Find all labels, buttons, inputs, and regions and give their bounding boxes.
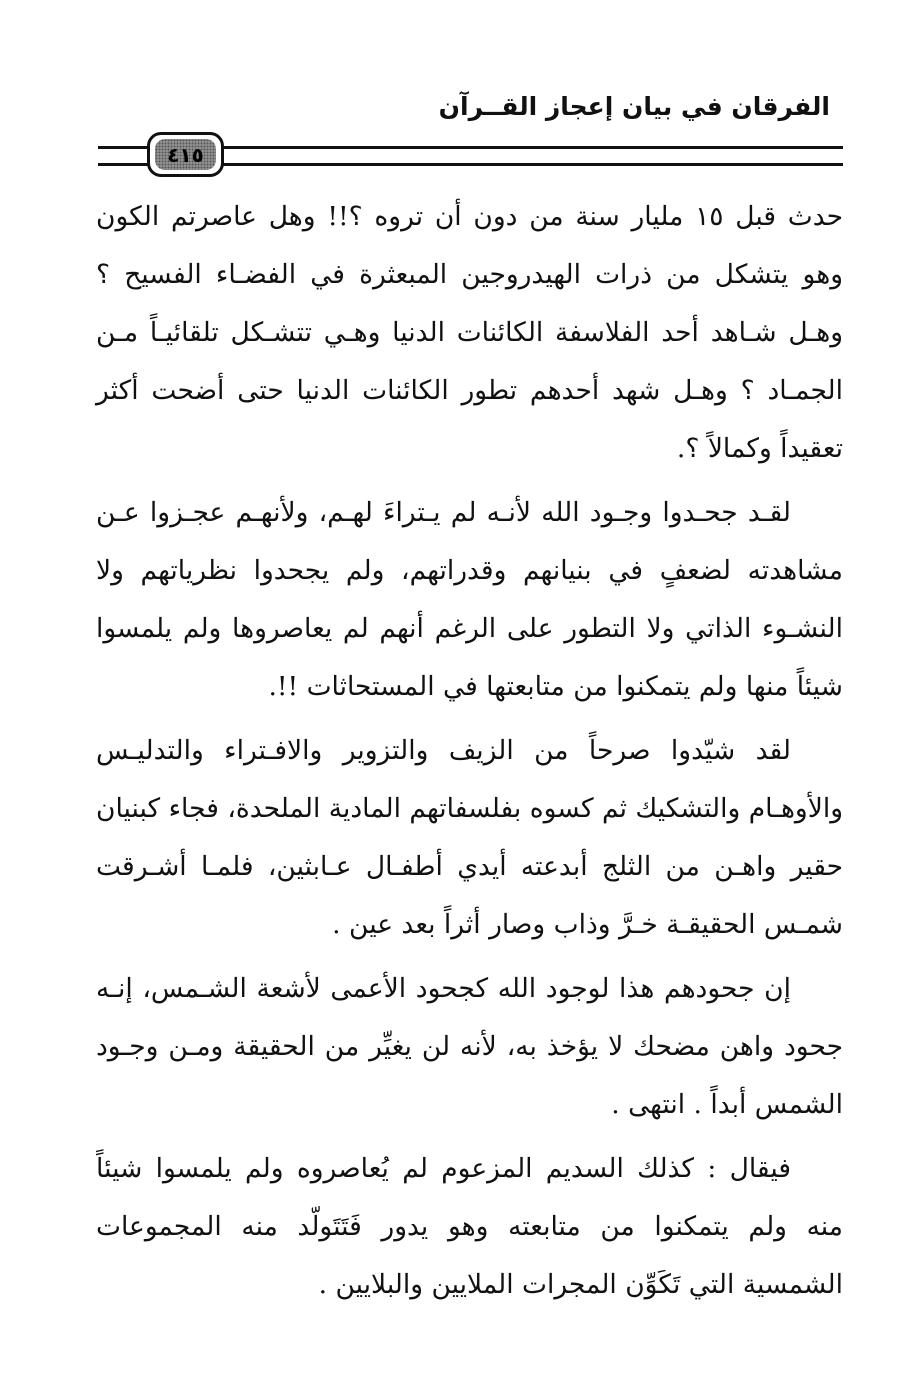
paragraph-1: حدث قبل ١٥ مليار سنة من دون أن تروه ؟!! وهل عاصرتم الكون وهو يتشكل من ذرات الهيدروجين المبعثرة في الفضـاء الفسيح ؟ وهـل شـاهد أحد الفلاسفة الكائنات الدنيا وهـي تتشـكل تلقائيـاً مـن الجمـاد ؟ وهـل شهد أحدهم تطور الكائنات الدنيا حتى أضحت أكثر تعقيداً وكمالاً ؟.: [96, 201, 843, 464]
running-header-title: الفرقان في بيان إعجاز القــرآن: [438, 92, 830, 121]
header-rule-left-bottom: [98, 163, 150, 166]
paragraph-2: لقـد جحـدوا وجـود الله لأنـه لم يـتراءَ لهـم، ولأنهـم عجـزوا عـن مشاهدته لضعفٍ في بنيانهم وقدراتهم، ولم يجحدوا نظرياتهم ولا النشـوء الذاتي ولا التطور على الرغم أنهم لم يعاصروها ولم يلمسوا شيئاً منها ولم يتمكنوا من متابعتها في المستحاثات !!.: [96, 497, 843, 702]
page-number: ٤١٥: [155, 139, 216, 170]
header-rule-left-top: [98, 146, 150, 149]
header-rule-right-bottom: [222, 163, 843, 166]
header-rule-right-top: [222, 146, 843, 149]
paragraph-5: فيقال : كذلك السديم المزعوم لم يُعاصروه ولم يلمسوا شيئاً منه ولم يتمكنوا من متابعته وهو يدور فَتَتَولّد منه المجموعات الشمسية التي تَكَوِّن المجرات الملايين والبلايين .: [96, 1153, 843, 1300]
paragraph-3: لقد شيّدوا صرحاً من الزيف والتزوير والافـتراء والتدليـس والأوهـام والتشكيك ثم كسوه بفلسفاتهم المادية الملحدة، فجاء كبنيان حقير واهـن من الثلج أبدعته أيدي أطفـال عـابثين، فلمـا أشـرقت شمـس الحقيقـة خـرَّ وذاب وصار أثراً بعد عين .: [96, 735, 843, 940]
page-number-badge: [147, 132, 224, 177]
body-text: [96, 188, 843, 1320]
paragraph-4: إن جحودهم هذا لوجود الله كجحود الأعمى لأشعة الشـمس، إنـه جحود واهن مضحك لا يؤخذ به، لأنه لن يغيِّر من الحقيقة ومـن وجـود الشمس أبداً . انتهى .: [96, 973, 843, 1120]
